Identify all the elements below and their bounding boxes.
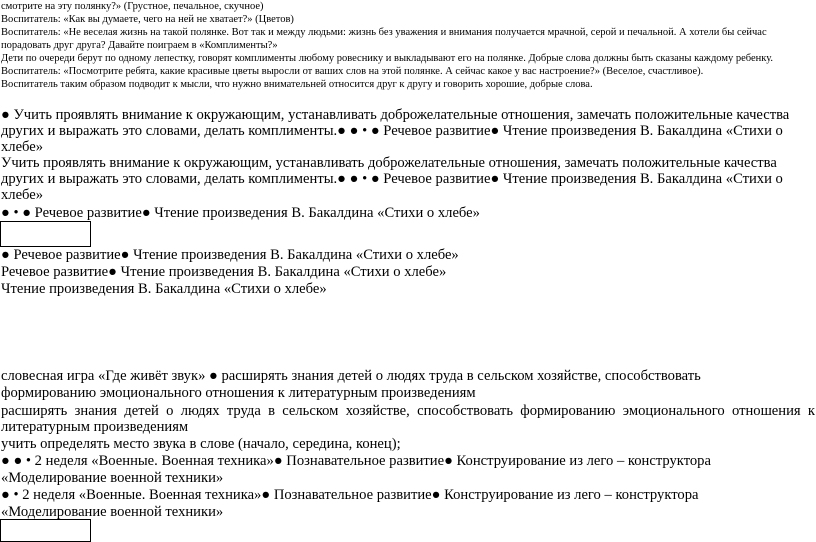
goal-line: хлебе» bbox=[1, 139, 44, 155]
goal-line: ● Учить проявлять внимание к окружающим, устанавливать доброжелательные отношения, замечать положительные качества bbox=[1, 107, 790, 123]
narrative-line: порадовать друг друга? Давайте поиграем в «Комплименты?» bbox=[1, 40, 278, 51]
activity-line: «Моделирование военной техники» bbox=[1, 470, 224, 486]
narrative-line: Воспитатель таким образом подводит к мысли, что нужно внимательней относится друг к другу и говорить хорошие, добрые слова. bbox=[1, 79, 593, 90]
activity-line: учить определять место звука в слове (начало, середина, конец); bbox=[1, 436, 401, 452]
activity-line: словесная игра «Где живёт звук» ● расширять знания детей о людях труда в сельском хозяйстве, способствовать bbox=[1, 368, 701, 384]
empty-table-cell bbox=[0, 221, 91, 247]
narrative-line: смотрите на эту полянку?» (Грустное, печальное, скучное) bbox=[1, 1, 264, 12]
goal-line: Учить проявлять внимание к окружающим, устанавливать доброжелательные отношения, замечать положительные качества bbox=[1, 155, 777, 171]
narrative-line: Воспитатель: «Как вы думаете, чего на ней не хватает?» (Цветов) bbox=[1, 14, 294, 25]
activity-line: Чтение произведения В. Бакалдина «Стихи о хлебе» bbox=[1, 281, 327, 297]
goal-line: других и выражать это словами, делать комплименты.● ● • ● Речевое развитие● Чтение произведения В. Бакалдина «Стихи о bbox=[1, 123, 783, 139]
activity-line: ● • 2 неделя «Военные. Военная техника»● Познавательное развитие● Конструирование из лего – конструктора bbox=[1, 487, 699, 503]
goal-line: хлебе» bbox=[1, 187, 44, 203]
activity-line: ● Речевое развитие● Чтение произведения В. Бакалдина «Стихи о хлебе» bbox=[1, 247, 459, 263]
activity-line: расширять знания детей о людях труда в сельском хозяйстве, способствовать формированию эмоционального отношения к bbox=[1, 403, 815, 419]
narrative-line: Дети по очереди берут по одному лепестку, говорят комплименты любому ровеснику и выкладывают его на полянке. Добрые слова должны быть сказаны каждому ребенку. bbox=[1, 53, 774, 64]
activity-line: формированию эмоционального отношения к литературным произведениям bbox=[1, 385, 476, 401]
narrative-line: Воспитатель: «Посмотрите ребята, какие красивые цветы выросли от ваших слов на этой полянке. А сейчас какое у вас настроение?» (Веселое, счастливое). bbox=[1, 66, 704, 77]
narrative-line: Воспитатель: «Не веселая жизнь на такой полянке. Вот так и между людьми: жизнь без уважения и внимания получается мрачной, серой и печальной. А хотели бы сейчас bbox=[1, 27, 767, 38]
activity-line: «Моделирование военной техники» bbox=[1, 504, 224, 520]
goal-line: других и выражать это словами, делать комплименты.● ● • ● Речевое развитие● Чтение произведения В. Бакалдина «Стихи о bbox=[1, 171, 783, 187]
activity-line: ● ● • 2 неделя «Военные. Военная техника»● Познавательное развитие● Конструирование из лего – конструктора bbox=[1, 453, 711, 469]
activity-line: Речевое развитие● Чтение произведения В. Бакалдина «Стихи о хлебе» bbox=[1, 264, 447, 280]
goal-line: ● • ● Речевое развитие● Чтение произведения В. Бакалдина «Стихи о хлебе» bbox=[1, 205, 480, 221]
activity-line: литературным произведениям bbox=[1, 419, 189, 435]
empty-table-cell bbox=[0, 519, 91, 542]
